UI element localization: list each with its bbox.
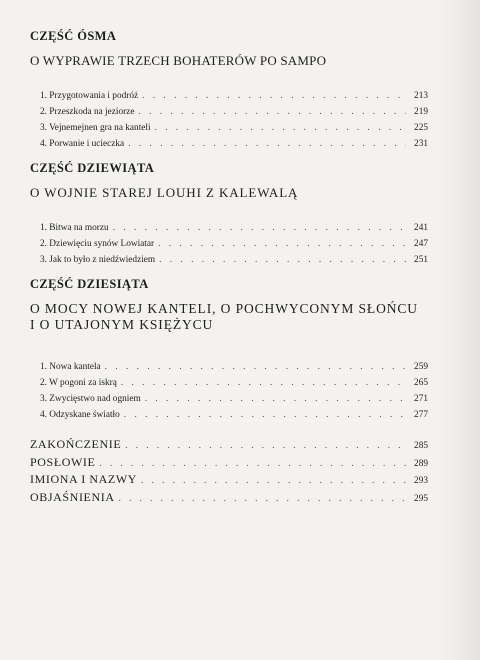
page-number: 251 xyxy=(414,255,428,265)
chapter-title: 3. Vejnemejnen gra na kanteli xyxy=(40,123,151,133)
dot-leader xyxy=(159,252,406,268)
chapter-list xyxy=(40,88,428,152)
page-number: 277 xyxy=(414,410,428,420)
part-nine xyxy=(30,160,428,268)
part-ten xyxy=(30,276,428,423)
dot-leader xyxy=(119,491,406,507)
toc-entry[interactable] xyxy=(30,455,428,473)
part-subtitle xyxy=(30,301,428,333)
toc-entry[interactable] xyxy=(30,437,428,455)
dot-leader xyxy=(155,120,406,136)
page-number: 295 xyxy=(414,493,428,504)
chapter-title: 2. Przeszkoda na jeziorze xyxy=(40,107,135,117)
toc-entry[interactable] xyxy=(40,391,428,407)
part-title: CZĘŚĆ DZIESIĄTA xyxy=(30,277,149,291)
dot-leader xyxy=(142,88,406,104)
part-title: CZĘŚĆ DZIEWIĄTA xyxy=(30,161,155,175)
chapter-title: 3. Zwycięstwo nad ogniem xyxy=(40,394,141,404)
page-number: 293 xyxy=(414,476,428,486)
page-number: 231 xyxy=(414,139,428,149)
dot-leader xyxy=(105,359,406,375)
chapter-title: 2. Dziewięciu synów Lowiatar xyxy=(40,239,155,249)
dot-leader xyxy=(99,456,406,472)
dot-leader xyxy=(145,391,406,407)
page-gutter-shadow xyxy=(440,0,480,660)
page-number: 285 xyxy=(414,441,428,451)
page-number: 247 xyxy=(414,239,428,249)
dot-leader xyxy=(113,220,406,236)
dot-leader xyxy=(121,375,406,391)
section-title: POSŁOWIE xyxy=(30,454,96,469)
section-title: OBJAŚNIENIA xyxy=(30,489,115,504)
part-subtitle: O WYPRAWIE TRZECH BOHATERÓW PO SAMPO xyxy=(30,53,327,68)
chapter-list xyxy=(40,220,428,268)
dot-leader xyxy=(158,236,406,252)
dot-leader xyxy=(138,104,406,120)
chapter-title: 1. Bitwa na morzu xyxy=(40,223,109,233)
page-number: 241 xyxy=(414,223,428,233)
toc-entry[interactable] xyxy=(40,220,428,236)
part-subtitle-line: O MOCY NOWEJ KANTELI, O POCHWYCONYM SŁOŃCU xyxy=(30,301,418,316)
chapter-title: 1. Przygotowania i podróż xyxy=(40,91,139,101)
dot-leader xyxy=(141,473,406,489)
part-subtitle-line: I O UTAJONYM KSIĘŻYCU xyxy=(30,317,214,332)
page-number: 289 xyxy=(414,458,428,469)
dot-leader xyxy=(125,438,406,454)
toc-entry[interactable] xyxy=(40,375,428,391)
dot-leader xyxy=(128,136,406,152)
chapter-list xyxy=(40,359,428,423)
toc-entry[interactable] xyxy=(40,252,428,268)
part-title: CZĘŚĆ ÓSMA xyxy=(30,29,117,43)
page-number: 271 xyxy=(414,394,428,404)
dot-leader xyxy=(124,407,406,423)
chapter-title: 3. Jak to było z niedźwiedziem xyxy=(40,255,156,265)
page-number: 225 xyxy=(414,123,428,133)
toc-entry[interactable] xyxy=(40,359,428,375)
toc-entry[interactable] xyxy=(40,120,428,136)
page-number: 219 xyxy=(414,107,428,117)
part-subtitle: O WOJNIE STAREJ LOUHI Z KALEWALĄ xyxy=(30,185,299,200)
section-title: IMIONA I NAZWY xyxy=(30,472,138,486)
back-matter-list xyxy=(30,437,428,507)
section-title: ZAKOŃCZENIE xyxy=(30,437,122,451)
chapter-title: 1. Nowa kantela xyxy=(40,362,101,372)
chapter-title: 4. Odzyskane światło xyxy=(40,410,120,420)
toc-entry[interactable] xyxy=(30,472,428,490)
page-number: 265 xyxy=(414,378,428,388)
part-eight xyxy=(30,28,428,152)
page-number: 259 xyxy=(414,362,428,372)
toc-entry[interactable] xyxy=(40,104,428,120)
chapter-title: 2. W pogoni za iskrą xyxy=(40,378,117,388)
toc-entry[interactable] xyxy=(40,236,428,252)
toc-entry[interactable] xyxy=(40,88,428,104)
toc-entry[interactable] xyxy=(40,407,428,423)
toc-entry[interactable] xyxy=(40,136,428,152)
page-number: 213 xyxy=(414,91,428,101)
chapter-title: 4. Porwanie i ucieczka xyxy=(40,139,125,149)
table-of-contents xyxy=(30,28,428,507)
toc-entry[interactable] xyxy=(30,490,428,508)
